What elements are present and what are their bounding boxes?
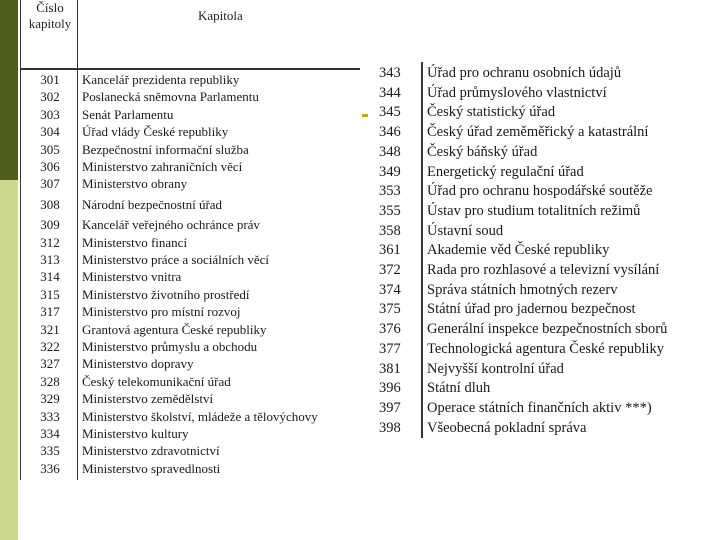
chapter-name: Nejvyšší kontrolní úřad [427, 360, 564, 377]
chapter-number: 334 [40, 426, 60, 441]
left-table-row [24, 286, 364, 303]
chapter-number: 302 [40, 89, 60, 105]
decor-bar-dark [0, 0, 18, 180]
chapter-name: Ministerstvo kultury [82, 426, 189, 441]
chapter-number: 349 [379, 163, 401, 180]
left-table-row [24, 460, 364, 477]
chapter-name: Technologická agentura České republiky [427, 340, 664, 357]
chapter-name: Kancelář veřejného ochránce práv [82, 217, 260, 233]
chapter-number: 312 [40, 234, 60, 250]
right-table-row [379, 339, 709, 359]
chapter-number: 309 [40, 217, 60, 233]
chapter-name: Ministerstvo dopravy [82, 356, 194, 372]
chapter-number: 348 [379, 143, 401, 160]
right-table-row [379, 63, 709, 83]
chapter-number: 397 [379, 399, 401, 416]
left-table-row [24, 141, 364, 158]
left-table-row [24, 123, 364, 140]
right-table-row [379, 201, 709, 221]
chapter-number: 346 [379, 124, 401, 141]
chapter-number: 301 [40, 72, 60, 87]
right-table-row [379, 102, 709, 122]
chapter-name: Kancelář prezidenta republiky [82, 72, 240, 87]
chapter-name: Český úřad zeměměřický a katastrální [427, 124, 649, 141]
left-table-row [24, 251, 364, 268]
chapter-number: 303 [40, 106, 60, 122]
left-table-row [24, 106, 364, 123]
chapter-name: Ministerstvo obrany [82, 176, 188, 192]
right-table-row [379, 260, 709, 280]
chapter-name: Ministerstvo financí [82, 234, 188, 250]
chapter-name: Český telekomunikační úřad [82, 373, 231, 389]
chapter-number: 343 [379, 65, 401, 81]
chapter-name: Úřad pro ochranu osobních údajů [427, 65, 622, 81]
left-table-row [24, 196, 364, 213]
chapter-number: 361 [379, 242, 401, 259]
chapter-number: 398 [379, 419, 401, 436]
chapter-name: Ministerstvo pro místní rozvoj [82, 304, 241, 320]
chapter-name: Ústavní soud [427, 222, 504, 239]
left-table-row [24, 216, 364, 233]
right-table-row [379, 181, 709, 201]
left-table-row [24, 268, 364, 285]
left-table-row [24, 234, 364, 251]
chapter-number: 313 [40, 252, 60, 267]
chapter-number: 355 [379, 202, 401, 219]
right-table-row [379, 240, 709, 260]
header-chapter-number: Číslo kapitoly [28, 0, 72, 31]
chapter-number: 377 [379, 340, 401, 357]
chapter-number: 381 [379, 360, 401, 377]
chapter-number: 358 [379, 222, 401, 239]
chapter-number: 321 [40, 321, 60, 337]
left-table-row [24, 158, 364, 175]
chapter-number: 307 [40, 176, 60, 192]
chapter-number: 353 [379, 183, 401, 200]
chapter-name: Úřad vlády České republiky [82, 124, 229, 140]
right-table-row [379, 398, 709, 418]
chapter-name: Akademie věd České republiky [427, 242, 610, 259]
chapter-number: 305 [40, 141, 60, 157]
chapter-name: Ministerstvo vnitra [82, 269, 182, 285]
right-table-row [379, 122, 709, 142]
chapter-number: 372 [379, 262, 401, 278]
chapter-name: Senát Parlamentu [82, 106, 174, 122]
left-table-row [24, 321, 364, 338]
chapter-name: Rada pro rozhlasové a televizní vysílání [427, 262, 660, 278]
left-table-row [24, 71, 364, 88]
chapter-number: 376 [379, 321, 401, 338]
chapter-number: 333 [40, 408, 60, 424]
chapter-name: Český statistický úřad [427, 104, 556, 121]
chapter-number: 315 [40, 286, 60, 302]
chapter-number: 306 [40, 159, 60, 174]
chapter-name: Státní úřad pro jadernou bezpečnost [427, 301, 636, 318]
right-table-row [379, 142, 709, 162]
chapter-name: Správa státních hmotných rezerv [427, 281, 618, 298]
chapter-number: 328 [40, 373, 60, 389]
chapter-name: Státní dluh [427, 380, 491, 397]
left-table-border-left [20, 0, 21, 480]
right-table-row [379, 221, 709, 241]
chapter-name: Ministerstvo spravedlnosti [82, 460, 221, 476]
chapter-name: Ministerstvo zahraničních věcí [82, 159, 243, 174]
decor-bar-light [0, 180, 18, 540]
header-chapter: Kapitola [198, 8, 243, 23]
chapter-number: 345 [379, 104, 401, 121]
chapter-name: Úřad pro ochranu hospodářské soutěže [427, 183, 653, 200]
right-table-row [379, 319, 709, 339]
right-table-row [379, 280, 709, 300]
chapter-name: Energetický regulační úřad [427, 163, 584, 180]
chapter-name: Český báňský úřad [427, 143, 538, 160]
chapter-name: Ministerstvo práce a sociálních věcí [82, 252, 269, 267]
chapter-name: Všeobecná pokladní správa [427, 419, 587, 436]
left-table-row [24, 425, 364, 442]
chapter-name: Ministerstvo životního prostředí [82, 286, 250, 302]
left-table-row [24, 338, 364, 355]
chapter-number: 304 [40, 124, 60, 140]
chapter-name: Grantová agentura České republiky [82, 321, 267, 337]
chapter-name: Ministerstvo zemědělství [82, 391, 214, 407]
left-table-header-rule [20, 68, 360, 70]
chapter-name: Ústav pro studium totalitních režimů [427, 202, 641, 219]
right-table-row [379, 83, 709, 103]
chapter-name: Ministerstvo zdravotnictví [82, 443, 220, 459]
chapter-number: 317 [40, 304, 60, 320]
right-table-row [379, 162, 709, 182]
chapter-name: Ministerstvo průmyslu a obchodu [82, 339, 258, 354]
left-table-row [24, 390, 364, 407]
chapter-number: 329 [40, 391, 60, 407]
chapter-name: Ministerstvo školství, mládeže a tělovýchovy [82, 408, 318, 424]
left-table-row [24, 373, 364, 390]
chapter-number: 314 [40, 269, 60, 285]
chapter-number: 308 [40, 196, 60, 212]
left-table-row [24, 355, 364, 372]
left-table-row [24, 88, 364, 105]
chapter-number: 344 [379, 84, 401, 101]
right-table-row [379, 299, 709, 319]
left-table-row [24, 303, 364, 320]
chapter-number: 396 [379, 380, 401, 397]
chapter-name: Poslanecká sněmovna Parlamentu [82, 89, 259, 105]
right-table-row [379, 378, 709, 398]
right-table-row [379, 359, 709, 379]
chapter-number: 327 [40, 356, 60, 372]
chapter-number: 375 [379, 301, 401, 318]
left-table-row [24, 442, 364, 459]
right-table-row [379, 418, 709, 438]
chapter-name: Národní bezpečnostní úřad [82, 196, 223, 212]
chapter-name: Operace státních finančních aktiv ***) [427, 399, 652, 416]
chapter-name: Úřad průmyslového vlastnictví [427, 84, 607, 101]
chapter-name: Generální inspekce bezpečnostních sborů [427, 321, 668, 338]
chapter-number: 336 [40, 460, 60, 476]
chapter-number: 335 [40, 443, 60, 459]
chapter-name: Bezpečnostní informační služba [82, 141, 249, 157]
chapter-number: 374 [379, 281, 401, 298]
chapter-number: 322 [40, 339, 60, 354]
left-table-row [24, 408, 364, 425]
left-table-row [24, 175, 364, 192]
